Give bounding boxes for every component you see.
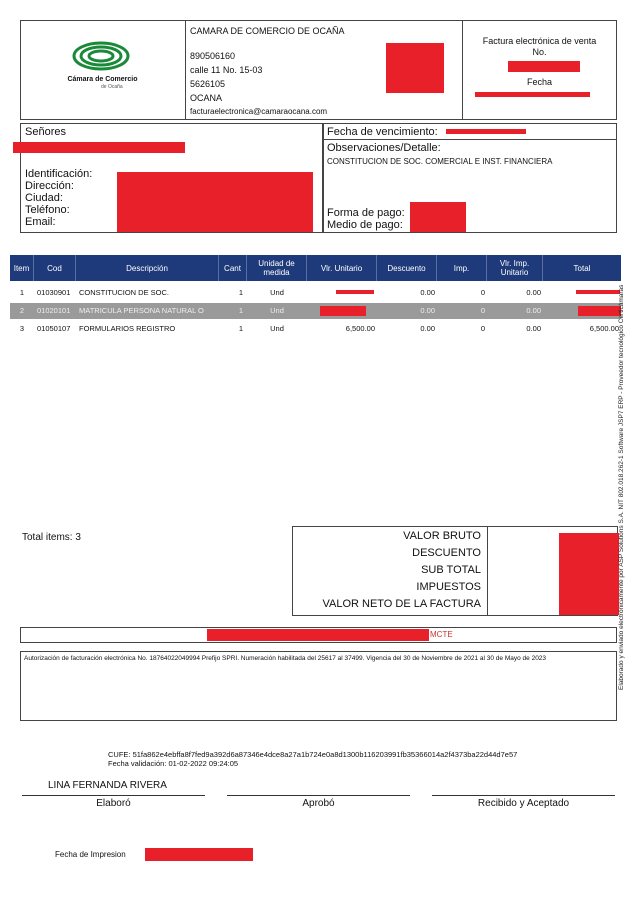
- fecha-validacion: Fecha validación: 01-02-2022 09:24:05: [108, 759, 239, 768]
- row-imp: 0: [480, 288, 485, 297]
- authorization-text: Autorización de facturación electrónica No. 18764022049994 Prefijo SPRI. Numeración habilitada del 25617 al 37499. Vigencia del 30 de Noviembre de 2021 al 30 de Mayo de 2023: [24, 655, 547, 662]
- logo-subtext: de Ocaña: [101, 84, 123, 90]
- row-unidad: Und: [270, 306, 284, 315]
- ciudad-label: Ciudad:: [25, 192, 63, 204]
- direccion-label: Dirección:: [25, 180, 74, 192]
- total-items: Total items: 3: [22, 532, 81, 543]
- invoice-no-label: No.: [532, 47, 547, 57]
- row-total: 6,500.00: [589, 324, 619, 333]
- senores-label: Señores: [25, 126, 66, 138]
- aprobo-label: Aprobó: [302, 798, 335, 809]
- row-unidad: Und: [270, 324, 284, 333]
- recibido-label: Recibido y Aceptado: [477, 798, 570, 809]
- row-desc: FORMULARIOS REGISTRO: [79, 324, 176, 333]
- forma-pago-label: Forma de pago:: [327, 207, 405, 219]
- table-row: [10, 285, 621, 301]
- row-item: 3: [19, 324, 25, 333]
- redaction-payment: [410, 202, 466, 232]
- row-imp: 0: [480, 306, 485, 315]
- redaction-row2-total: [578, 306, 621, 316]
- aprobo-line: [227, 795, 410, 796]
- logo-text: Cámara de Comercio: [67, 76, 138, 83]
- row-descuento: 0.00: [420, 288, 435, 297]
- row-cant: 1: [238, 324, 243, 333]
- row-desc: CONSTITUCION DE SOC.: [79, 288, 170, 297]
- row-descuento: 0.00: [420, 306, 435, 315]
- col-cod: Cod: [34, 255, 76, 281]
- header-logo-box: [20, 20, 185, 120]
- col-descripcion: Descripción: [76, 255, 219, 281]
- row-cant: 1: [238, 288, 243, 297]
- header-company-box: [185, 20, 463, 120]
- vencimiento-label: Fecha de vencimiento:: [327, 126, 438, 138]
- elaboro-line: [22, 795, 205, 796]
- redaction-invoice-number: [508, 61, 580, 72]
- redaction-client-details: [117, 172, 313, 232]
- descuento-label: DESCUENTO: [412, 547, 481, 559]
- elaboro-name: LINA FERNANDA RIVERA: [48, 780, 167, 791]
- row-item: 1: [19, 288, 25, 297]
- row-descuento: 0.00: [420, 324, 435, 333]
- valor-neto-label: VALOR NETO DE LA FACTURA: [322, 598, 481, 610]
- row-cod: 01050107: [37, 324, 71, 333]
- fecha-impresion-label: Fecha de Impresion: [55, 850, 126, 859]
- redaction-totals: [559, 533, 619, 615]
- col-vlr-imp-unitario: Vlr. Imp. Unitario: [487, 255, 543, 281]
- row-imp-unit: 0.00: [526, 324, 541, 333]
- redaction-client-name: [13, 142, 185, 153]
- col-descuento: Descuento: [377, 255, 437, 281]
- row-imp-unit: 0.00: [526, 306, 541, 315]
- email-label: Email:: [25, 216, 56, 228]
- identificacion-label: Identificación:: [25, 168, 93, 180]
- company-address: calle 11 No. 15-03: [190, 65, 263, 75]
- redaction-row1-unitario: [336, 290, 374, 294]
- redaction-row1-total: [576, 290, 620, 294]
- divider-line: [324, 139, 616, 140]
- redaction-qr: [386, 43, 444, 93]
- impuestos-label: IMPUESTOS: [416, 581, 481, 593]
- row-cant: 1: [238, 306, 243, 315]
- valor-bruto-label: VALOR BRUTO: [403, 530, 481, 542]
- redaction-amount-words: [207, 629, 429, 641]
- sub-total-label: SUB TOTAL: [421, 564, 481, 576]
- telefono-label: Teléfono:: [25, 204, 70, 216]
- row-desc: MATRICULA PERSONA NATURAL O: [79, 306, 204, 315]
- medio-pago-label: Medio de pago:: [327, 219, 403, 231]
- amount-words-suffix: MCTE: [430, 630, 453, 639]
- observaciones-label: Observaciones/Detalle:: [327, 142, 441, 154]
- col-unidad: Unidad de medida: [247, 255, 307, 281]
- company-city: OCANA: [190, 93, 223, 103]
- col-cant: Cant: [219, 255, 247, 281]
- elaboro-label: Elaboró: [96, 798, 131, 809]
- amount-words-box: [20, 627, 617, 643]
- col-total: Total: [573, 263, 591, 273]
- company-email: facturaelectronica@camaraocana.com: [190, 107, 328, 116]
- redaction-invoice-date: [475, 92, 590, 97]
- totals-box: [292, 526, 618, 616]
- recibido-line: [432, 795, 615, 796]
- items-table-header: [10, 255, 621, 281]
- col-vlr-unitario: Vlr. Unitario: [307, 255, 377, 281]
- invoice-date-label: Fecha: [526, 77, 552, 87]
- company-nit: 890506160: [190, 51, 236, 61]
- row-unitario: 6,500.00: [345, 324, 375, 333]
- table-row: [10, 321, 621, 337]
- authorization-box: [20, 651, 617, 721]
- row-unidad: Und: [270, 288, 284, 297]
- company-phone: 5626105: [190, 79, 226, 89]
- vertical-provider-text: Elaborado y enviado electrónicamente por ASP Solutions S.A. NIT 802.018.262-1 Software JSP7 ERP - Proveedor tecnológico Certicámaras: [618, 284, 625, 690]
- totals-divider: [487, 527, 488, 615]
- company-name: CAMARA DE COMERCIO DE OCAÑA: [190, 26, 345, 36]
- redaction-fecha-impresion: [145, 848, 253, 861]
- invoice-title: Factura electrónica de venta: [482, 36, 597, 46]
- col-imp: Imp.: [437, 255, 487, 281]
- chamber-logo-icon: [71, 39, 131, 73]
- observaciones-value: CONSTITUCION DE SOC. COMERCIAL E INST. FINANCIERA: [327, 157, 553, 166]
- row-imp: 0: [480, 324, 485, 333]
- table-row: [10, 303, 621, 319]
- client-box-right: [323, 123, 617, 233]
- row-item: 2: [19, 306, 25, 315]
- row-cod: 01030901: [37, 288, 71, 297]
- redaction-vencimiento: [446, 129, 526, 134]
- col-item: Item: [10, 255, 34, 281]
- row-imp-unit: 0.00: [526, 288, 541, 297]
- redaction-row2-unitario: [320, 306, 366, 316]
- client-box-left: [20, 123, 323, 233]
- row-cod: 01020101: [37, 306, 71, 315]
- header-invoice-box: [462, 20, 617, 120]
- cufe: CUFE: 51fa862e4ebffa8f7fed9a392d6a87346e4dce8a27a1b724e0a8d1300b116203991fb35366014a2f4373ba22d44d7e57: [108, 750, 518, 759]
